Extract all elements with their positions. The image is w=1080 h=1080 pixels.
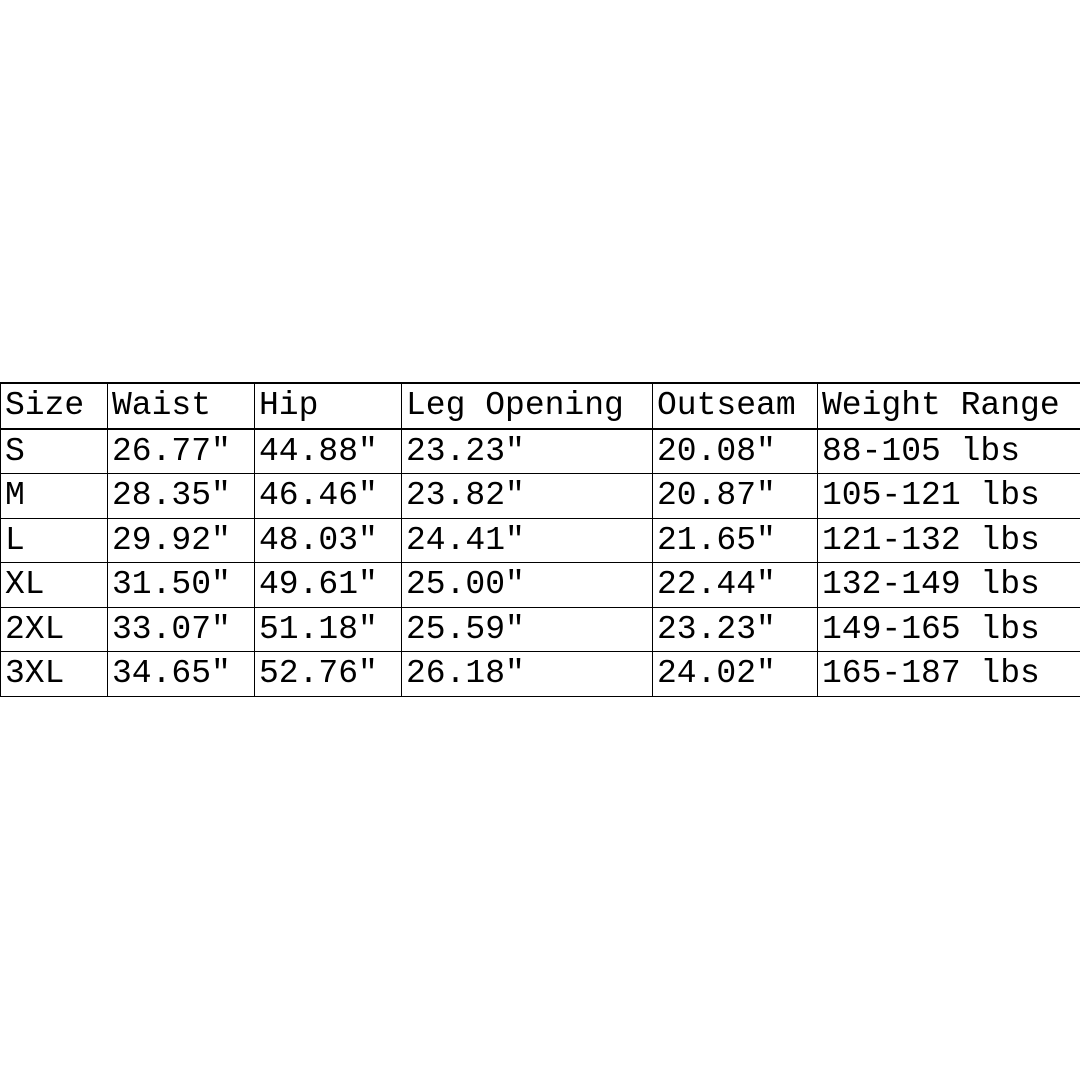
table-row (1, 429, 1080, 474)
cell-weight-range: 132-149 lbs (818, 563, 1080, 608)
header-weight-range: Weight Range (818, 383, 1080, 429)
cell-size: L (1, 518, 108, 563)
cell-leg-opening: 24.41″ (402, 518, 653, 563)
cell-leg-opening: 25.59″ (402, 607, 653, 652)
cell-size: 3XL (1, 652, 108, 697)
cell-leg-opening: 23.82″ (402, 474, 653, 519)
cell-leg-opening: 25.00″ (402, 563, 653, 608)
table-row (1, 518, 1080, 563)
cell-waist: 31.50″ (108, 563, 255, 608)
cell-outseam: 22.44″ (653, 563, 818, 608)
header-hip: Hip (255, 383, 402, 429)
cell-weight-range: 88-105 lbs (818, 429, 1080, 474)
cell-hip: 52.76″ (255, 652, 402, 697)
cell-leg-opening: 26.18″ (402, 652, 653, 697)
cell-outseam: 20.08″ (653, 429, 818, 474)
cell-outseam: 20.87″ (653, 474, 818, 519)
table-row (1, 652, 1080, 697)
table-row (1, 563, 1080, 608)
cell-waist: 26.77″ (108, 429, 255, 474)
cell-hip: 48.03″ (255, 518, 402, 563)
cell-leg-opening: 23.23″ (402, 429, 653, 474)
cell-hip: 46.46″ (255, 474, 402, 519)
header-outseam: Outseam (653, 383, 818, 429)
cell-waist: 33.07″ (108, 607, 255, 652)
cell-waist: 34.65″ (108, 652, 255, 697)
cell-weight-range: 165-187 lbs (818, 652, 1080, 697)
cell-weight-range: 149-165 lbs (818, 607, 1080, 652)
cell-waist: 29.92″ (108, 518, 255, 563)
table-row (1, 607, 1080, 652)
header-waist: Waist (108, 383, 255, 429)
cell-waist: 28.35″ (108, 474, 255, 519)
cell-outseam: 24.02″ (653, 652, 818, 697)
cell-weight-range: 121-132 lbs (818, 518, 1080, 563)
cell-size: 2XL (1, 607, 108, 652)
size-chart-table (0, 382, 1080, 697)
cell-size: S (1, 429, 108, 474)
cell-size: M (1, 474, 108, 519)
table-header-row (1, 383, 1080, 429)
cell-hip: 51.18″ (255, 607, 402, 652)
cell-outseam: 23.23″ (653, 607, 818, 652)
cell-weight-range: 105-121 lbs (818, 474, 1080, 519)
cell-outseam: 21.65″ (653, 518, 818, 563)
cell-hip: 44.88″ (255, 429, 402, 474)
header-size: Size (1, 383, 108, 429)
cell-size: XL (1, 563, 108, 608)
table-row (1, 474, 1080, 519)
cell-hip: 49.61″ (255, 563, 402, 608)
header-leg-opening: Leg Opening (402, 383, 653, 429)
